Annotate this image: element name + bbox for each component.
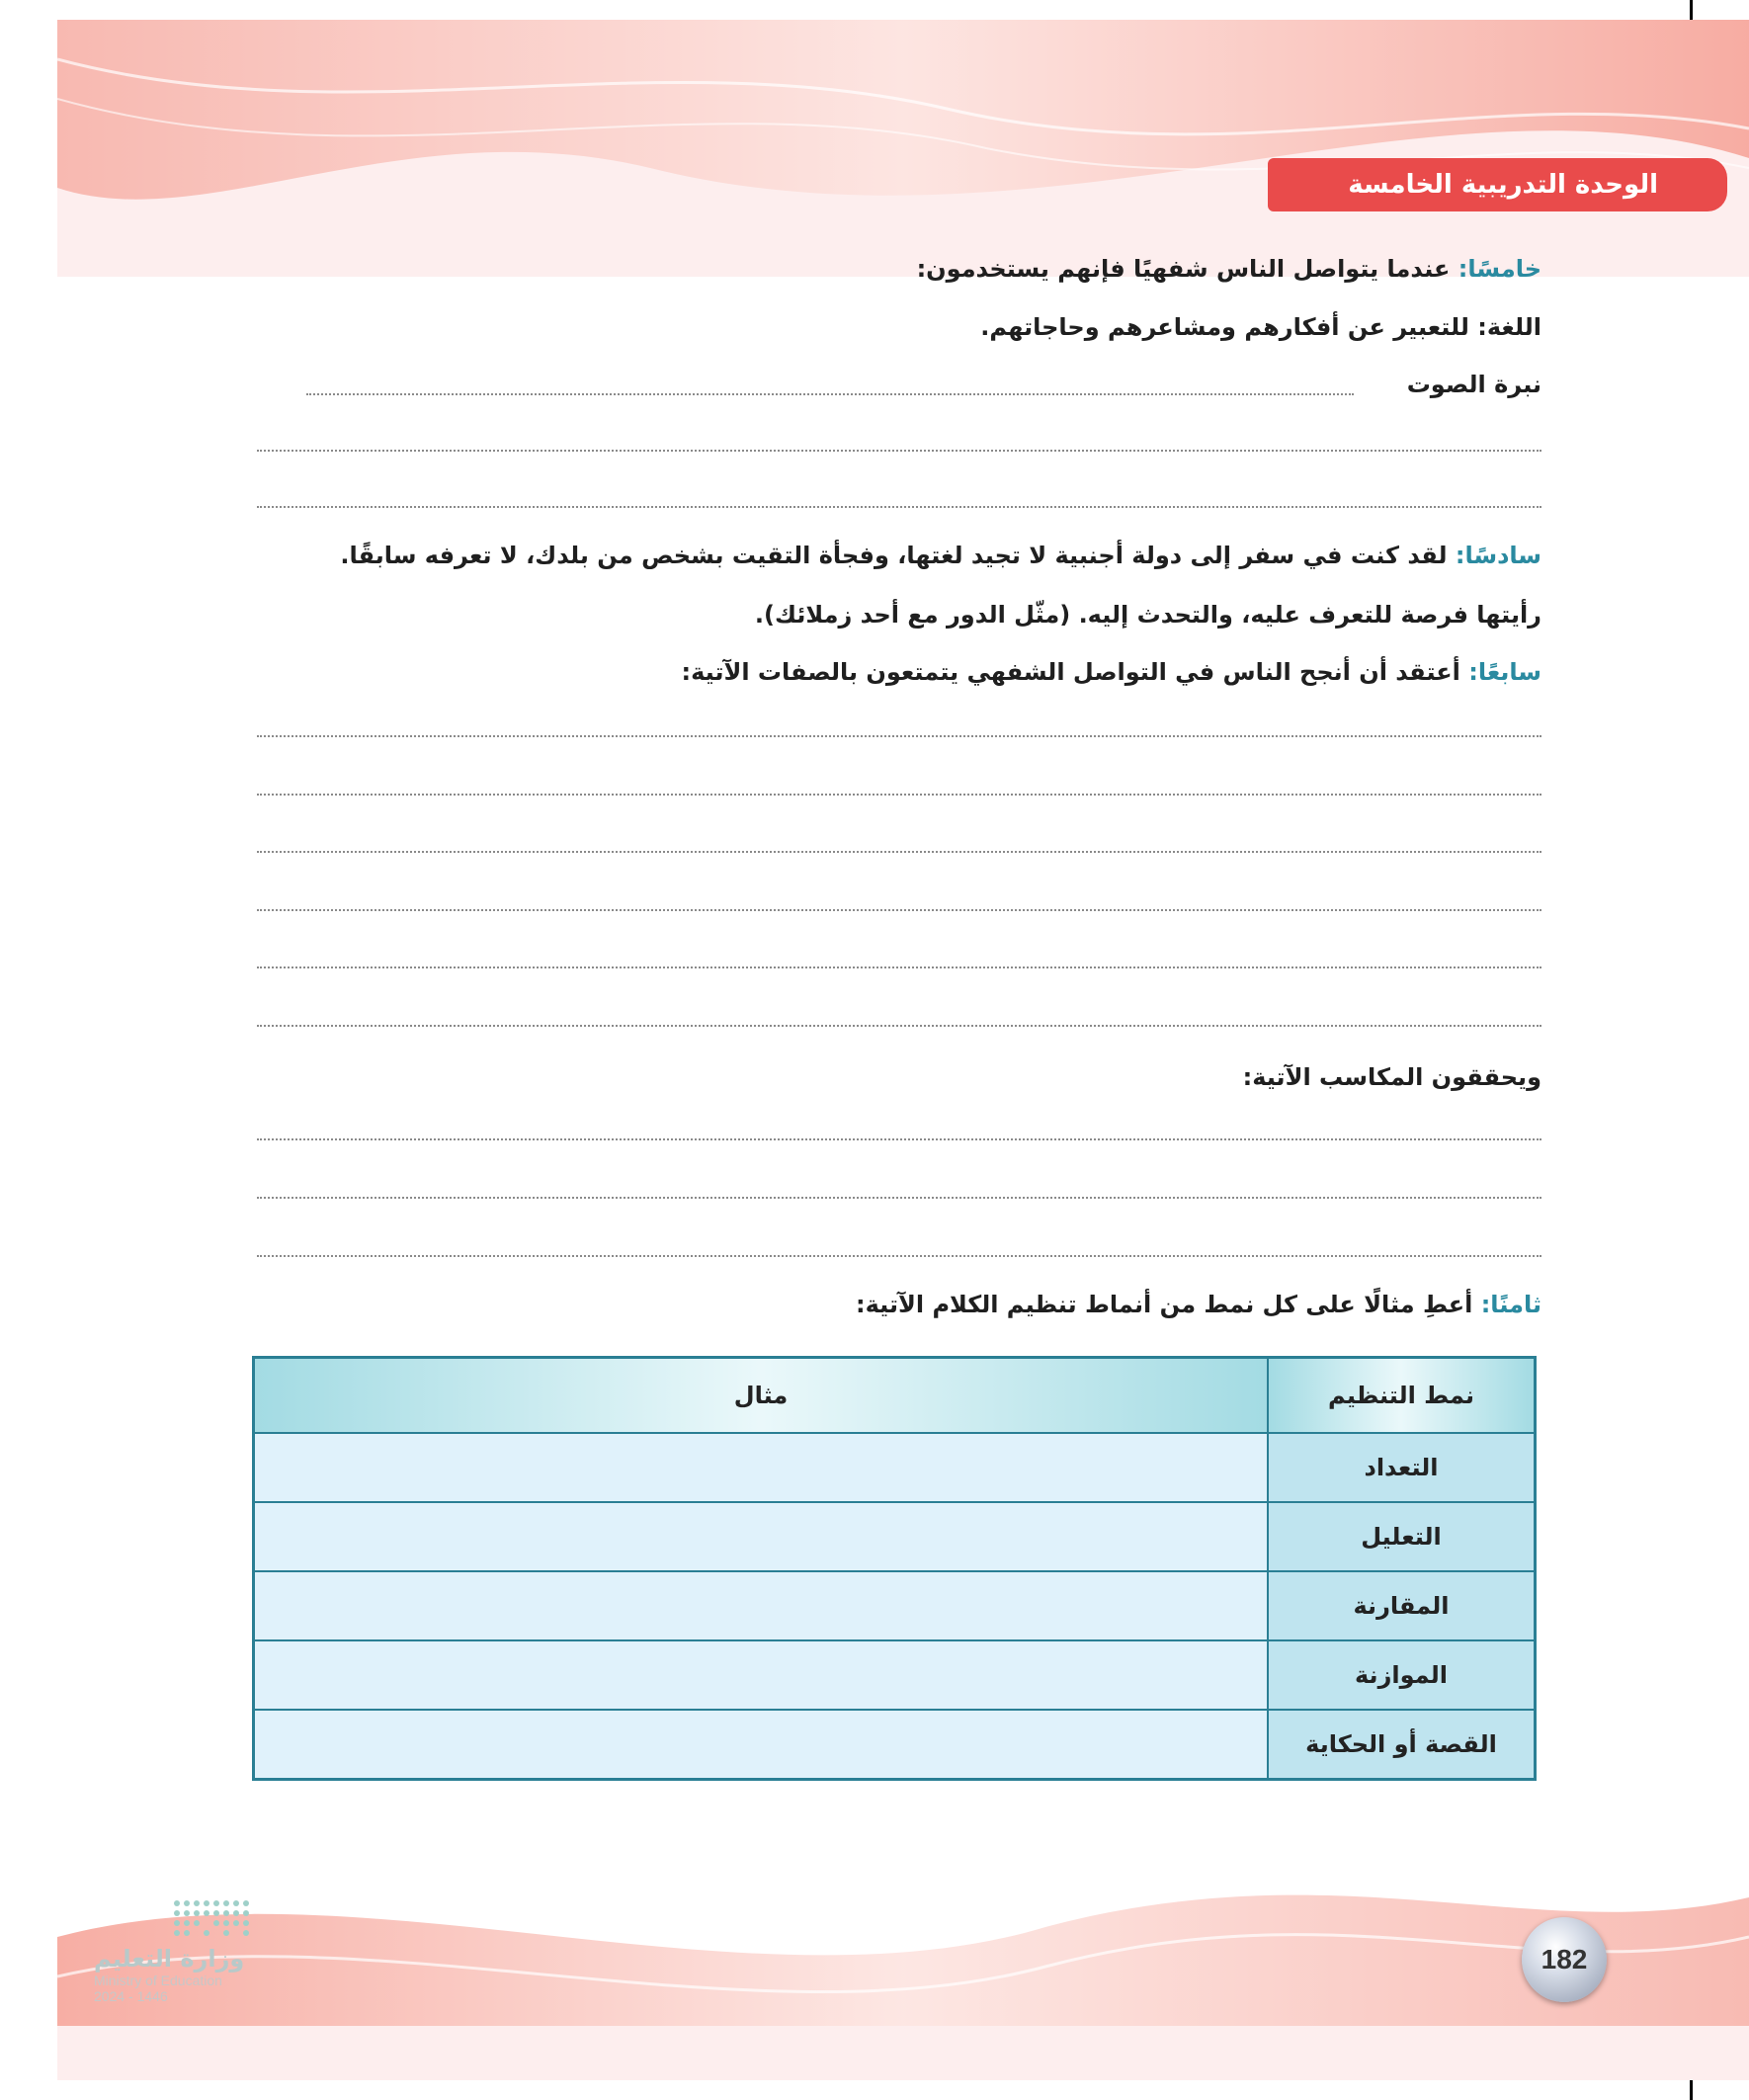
- answer-line[interactable]: [306, 393, 1354, 395]
- section8-label: ثامنًا:: [1480, 1291, 1541, 1318]
- answer-line[interactable]: [257, 450, 1541, 452]
- pattern-name: المقارنة: [1268, 1571, 1536, 1640]
- section5-heading: [917, 249, 1541, 289]
- header-example: مثال: [254, 1358, 1269, 1434]
- ministry-english: Ministry of Education: [94, 1973, 222, 1988]
- table-header-row: [254, 1358, 1536, 1434]
- section5-text: عندما يتواصل الناس شفهيًا فإنهم يستخدمون:: [916, 255, 1451, 283]
- section6-line2: رأيتها فرصة للتعرف عليه، والتحدث إليه. (مثّل الدور مع أحد زملائك).: [754, 601, 1541, 629]
- table-row: [254, 1433, 1536, 1502]
- section7-gains: ويحققون المكاسب الآتية:: [1242, 1063, 1541, 1091]
- ministry-logo: [94, 1897, 262, 2004]
- unit-title: الوحدة التدريبية الخامسة: [1348, 170, 1658, 200]
- section8-heading: [856, 1285, 1541, 1324]
- pattern-name: التعداد: [1268, 1433, 1536, 1502]
- section7-text: أعتقد أن أنجح الناس في التواصل الشفهي يتمتعون بالصفات الآتية:: [681, 658, 1460, 686]
- pattern-name: القصة أو الحكاية: [1268, 1710, 1536, 1780]
- top-wave-decoration: [57, 20, 1749, 277]
- unit-title-banner: [1268, 158, 1727, 211]
- table-row: [254, 1640, 1536, 1710]
- ministry-dots-icon: [94, 1897, 252, 1941]
- example-cell[interactable]: [254, 1502, 1269, 1571]
- section5-label: خامسًا:: [1458, 255, 1541, 283]
- header-type: نمط التنظيم: [1268, 1358, 1536, 1434]
- pattern-name: الموازنة: [1268, 1640, 1536, 1710]
- table-row: [254, 1710, 1536, 1780]
- table-row: [254, 1502, 1536, 1571]
- page-number: 182: [1541, 1944, 1588, 1974]
- organization-patterns-table: [252, 1356, 1537, 1781]
- section5-line1: اللغة: للتعبير عن أفكارهم ومشاعرهم وحاجاتهم.: [980, 313, 1541, 341]
- answer-line[interactable]: [257, 1197, 1541, 1199]
- answer-line[interactable]: [257, 1255, 1541, 1257]
- example-cell[interactable]: [254, 1571, 1269, 1640]
- section8-text: أعطِ مثالًا على كل نمط من أنماط تنظيم الكلام الآتية:: [856, 1291, 1473, 1318]
- section6-label: سادسًا:: [1455, 542, 1541, 569]
- answer-line[interactable]: [257, 1025, 1541, 1027]
- example-cell[interactable]: [254, 1640, 1269, 1710]
- ministry-year: 2024 - 1446: [94, 1988, 168, 2004]
- answer-line[interactable]: [257, 794, 1541, 796]
- ministry-arabic: وزارة التعليم: [94, 1945, 245, 1973]
- pattern-name: التعليل: [1268, 1502, 1536, 1571]
- section7-heading: [682, 652, 1542, 692]
- example-cell[interactable]: [254, 1433, 1269, 1502]
- section7-label: سابعًا:: [1468, 658, 1541, 686]
- bottom-wave-decoration: [57, 1818, 1749, 2080]
- table-row: [254, 1571, 1536, 1640]
- answer-line[interactable]: [257, 966, 1541, 968]
- example-cell[interactable]: [254, 1710, 1269, 1780]
- answer-line[interactable]: [257, 851, 1541, 853]
- answer-line[interactable]: [257, 1138, 1541, 1140]
- section5-line2: نبرة الصوت: [1406, 371, 1541, 398]
- page-number-badge: [1522, 1917, 1607, 2002]
- answer-line[interactable]: [257, 735, 1541, 737]
- answer-line[interactable]: [257, 909, 1541, 911]
- section6-text: لقد كنت في سفر إلى دولة أجنبية لا تجيد لغتها، وفجأة التقيت بشخص من بلدك، لا تعرفه سابقًا.: [340, 542, 1448, 569]
- section6-heading: [340, 536, 1541, 575]
- answer-line[interactable]: [257, 506, 1541, 508]
